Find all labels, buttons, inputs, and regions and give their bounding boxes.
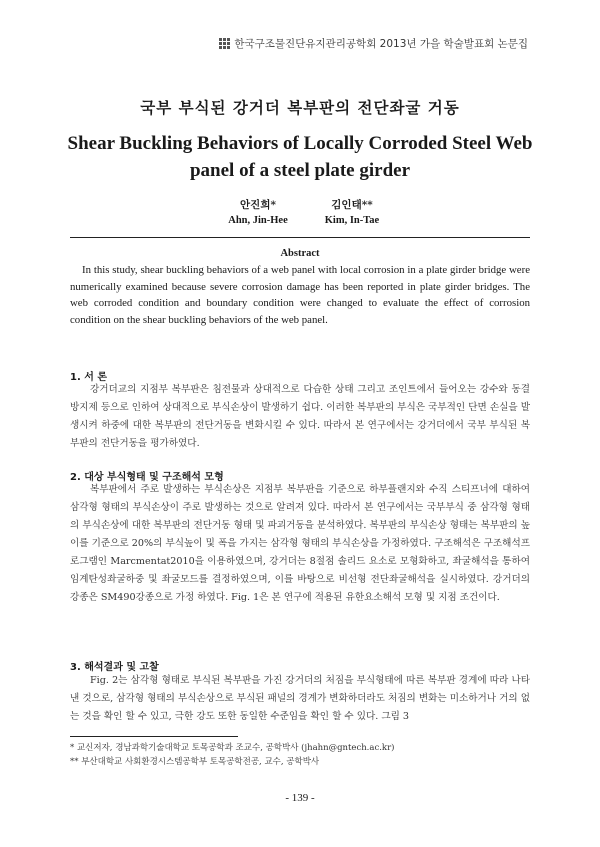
running-header: [219, 36, 528, 51]
abstract-heading: Abstract: [280, 248, 320, 259]
section-3-heading: 3. 해석결과 및 고찰: [70, 662, 159, 673]
footnote-1: * 교신저자, 경남과학기술대학교 토목공학과 조교수, 공학박사 (jhahn@gntech.ac.kr): [70, 743, 395, 753]
section-2-heading: 2. 대상 부식형태 및 구조해석 모형: [70, 472, 224, 483]
conference-name: 한국구조물진단유지관리공학회 2013년 가을 학술발표회 논문집: [234, 38, 528, 50]
footnote-2: ** 부산대학교 사회환경시스템공학부 토목공학전공, 교수, 공학박사: [70, 757, 320, 767]
page-number: - 139 -: [285, 792, 315, 804]
author-2: [282, 198, 422, 228]
title-english: Shear Buckling Behaviors of Locally Corroded Steel Web panel of a steel plate girder: [67, 133, 533, 181]
section-2-text: 복부판에서 주로 발생하는 부식손상은 지점부 복부판을 기준으로 하부플랜지와 수직 스티프너에 대하여 삼각형 형태의 부식손상이 주로 발생하는 것으로 알려져 있다. 따라서 본 연구에서는 국부부식 중 삼각형 형태의 부식손상에 대한 복부판의 전단거동 형태 및 파괴거동을 분석하였다. 복부판의 부식손상 형태는 복부판의 높이를 기준으로 20%의 부식높이 및 폭을 가지는 삼각형 형태의 부식손상을 가정하였다. 구조해석은 구조해석프로그램인 Marcmentat2010을 이용하였으며, 강거더는 8절점 솔리드 요소로 모형화하고, 좌굴해석을 통하여 임계탄성좌굴하중 및 좌굴모드를 결정하였으며, 이를 바탕으로 비선형 전단좌굴해석을 실시하였다. 강거더의 강종은 SM490강종으로 가정 하였다. Fig. 1은 본 연구에 적용된 유한요소해석 모형 및 지점 조건이다.: [70, 484, 530, 603]
abstract-text: In this study, shear buckling behaviors of a web panel with local corrosion in a plate girder bridge were numerically examined because severe corrosion damage has been reported in plate girder bridges. The web corroded condition and boundary condition were changed to evaluate the effect of corrosion condition on the shear buckling behaviors of the web panel.: [70, 264, 530, 326]
section-3-text: Fig. 2는 삼각형 형태로 부식된 복부판을 가진 강거더의 처짐을 부식형태에 따른 복부판 경계에 따라 나타낸 것으로, 삼각형 형태의 부식손상으로 부식된 패널의 경계가 변화하더라도 처짐의 변화는 미소하거나 거의 없는 것을 확인 할 수 있고, 극한 강도 또한 동일한 수준임을 확인 할 수 있다. 그림 3: [70, 675, 530, 722]
author-2-korean: 김인태**: [331, 199, 373, 211]
society-logo-icon: [219, 38, 230, 49]
section-1-text: 강거더교의 지점부 복부판은 침전물과 상대적으로 다습한 상태 그리고 조인트에서 들어오는 강수와 동결방지제 등으로 인하여 상대적으로 부식손상이 발생하기 쉽다. 이러한 복부판의 부식은 국부적인 단면 손실을 발생시켜 하중에 대한 복부판의 전단거동을 변화시킬 수 있다. 따라서 본 연구에서는 강거더에서 국부 부식된 복부판의 전단거동을 평가하였다.: [70, 384, 530, 449]
section-1-heading: 1. 서 론: [70, 372, 108, 383]
author-2-english: Kim, In-Tae: [324, 215, 380, 226]
title-korean: 국부 부식된 강거더 복부판의 전단좌굴 거동: [140, 98, 460, 117]
header-rule: [70, 237, 530, 238]
footnote-rule: [70, 736, 238, 737]
author-1-korean: 안진희*: [240, 199, 276, 211]
author-1-english: Ahn, Jin-Hee: [228, 215, 288, 226]
